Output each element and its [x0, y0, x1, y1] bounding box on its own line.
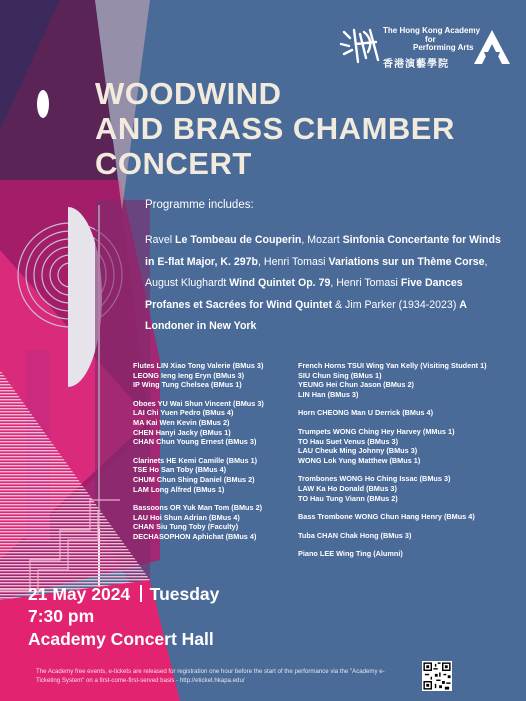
calligraphy-logo-icon: [338, 24, 382, 68]
programme-composer-text: Ravel: [145, 234, 176, 246]
performers-left-column: [133, 361, 264, 551]
performer-line: Trumpets WONG Ching Hey Harvey (MMus 1): [298, 426, 455, 436]
performer-line: TO Hau Tung Viann (BMus 2): [298, 493, 398, 503]
performer-line: CHUM Chun Shing Daniel (BMus 2): [133, 474, 255, 484]
performer-line: Horn CHEONG Man U Derrick (BMus 4): [298, 408, 434, 418]
performer-line: MA Kai Wen Kevin (BMus 2): [133, 417, 230, 427]
performer-line: CHEN Hanyi Jacky (BMus 1): [133, 427, 231, 437]
performer-group: [133, 456, 264, 494]
performer-group: [133, 399, 264, 447]
performer-line: LAU Hoi Shun Adrian (BMus 4): [133, 512, 240, 522]
programme-work-title: Sinfonia Concertante for Winds in E-flat Major, K. 297b: [145, 234, 501, 268]
performer-line: Bassoons OR Yuk Man Tom (BMus 2): [133, 503, 263, 513]
programme-composer-text: , Henri Tomasi: [258, 255, 329, 268]
performer-group: [298, 408, 487, 418]
performer-line: Piano LEE Wing Ting (Alumni): [298, 549, 403, 559]
performer-group: [298, 427, 487, 465]
programme-heading: Programme includes:: [145, 199, 254, 211]
programme-work-title: Le Tombeau de Couperin: [175, 234, 302, 246]
programme-composer-text: , Mozart: [301, 234, 343, 246]
performer-line: Flutes LIN Xiao Tong Valerie (BMus 3): [133, 361, 264, 370]
white-dot: [37, 90, 49, 118]
performer-line: Oboes YU Wai Shun Vincent (BMus 3): [133, 398, 264, 408]
ticketing-footnote: The Academy free events, e-tickets are released for registration one hour before the start of the performance via the "Academy e-Ticketing System" on a first-come-first-served basis - http://eticket.hkapa.edu/: [36, 668, 385, 684]
qr-code-icon[interactable]: [422, 661, 452, 691]
performer-line: Bass Trombone WONG Chun Hang Henry (BMus 4): [298, 512, 475, 522]
performer-line: Trombones WONG Ho Ching Issac (BMus 3): [298, 474, 451, 484]
event-date: 21 May 2024 Tuesday: [28, 584, 220, 604]
programme-composer-text: , August Klughardt: [145, 255, 488, 289]
programme-work-title: Five Dances Profanes et Sacrées for Wind Quintet: [145, 277, 463, 311]
performer-line: LAW Ka Ho Donald (BMus 3): [298, 483, 397, 493]
academy-chinese-name: 香港演藝學院: [383, 59, 449, 70]
programme-list: [145, 230, 510, 338]
performer-group: [133, 503, 264, 541]
performer-line: LAU Cheuk Ming Johnny (BMus 3): [298, 446, 418, 456]
performer-group: [298, 474, 487, 503]
performer-line: LEONG Ieng Ieng Eryn (BMus 3): [133, 370, 245, 380]
academy-logo-mark-icon: [472, 28, 512, 66]
performer-group: [298, 361, 487, 399]
performers-right-column: [298, 361, 487, 568]
performer-group: [298, 512, 487, 522]
date-separator: [140, 585, 142, 602]
performer-line: TO Hau Suet Venus (BMus 3): [298, 436, 399, 446]
performer-line: WONG Lok Yung Matthew (BMus 1): [298, 455, 421, 465]
performer-group: [298, 549, 487, 559]
event-time: 7:30 pm: [28, 606, 95, 626]
performer-line: YEUNG Hei Chun Jason (BMus 2): [298, 380, 414, 390]
performer-line: TSE Ho San Toby (BMus 4): [133, 465, 227, 475]
performer-line: IP Wing Tung Chelsea (BMus 1): [133, 380, 242, 390]
performer-line: Tuba CHAN Chak Hong (BMus 3): [298, 530, 412, 540]
performer-line: French Horns TSUI Wing Yan Kelly (Visiting Student 1): [298, 361, 487, 370]
programme-composer-text: & Jim Parker (1934-2023): [332, 298, 460, 311]
programme-composer-text: , Henri Tomasi: [330, 277, 401, 289]
academy-english-name: The Hong Kong Academy for Performing Arts: [383, 26, 481, 52]
performer-group: [298, 531, 487, 541]
programme-work-title: Wind Quintet Op. 79: [229, 277, 331, 289]
programme-work-title: Variations sur un Thème Corse: [328, 255, 485, 268]
performer-line: Clarinets HE Kemi Camille (BMus 1): [133, 455, 258, 465]
performer-line: CHAN Chun Young Ernest (BMus 3): [133, 437, 257, 447]
programme-work-title: A Londoner in New York: [145, 298, 467, 332]
performer-line: LIN Han (BMus 3): [298, 389, 359, 399]
concert-title: WOODWIND AND BRASS CHAMBER CONCERT: [95, 76, 455, 181]
performer-line: SIU Chun Sing (BMus 1): [298, 370, 382, 380]
performer-line: CHAN Siu Tung Toby (Faculty): [133, 522, 239, 532]
performer-group: [133, 361, 264, 390]
performer-line: LAM Long Alfred (BMus 1): [133, 484, 225, 494]
performer-line: DECHASOPHON Aphichat (BMus 4): [133, 531, 257, 541]
performer-line: LAI Chi Yuen Pedro (BMus 4): [133, 408, 234, 418]
event-venue: Academy Concert Hall: [28, 629, 214, 649]
